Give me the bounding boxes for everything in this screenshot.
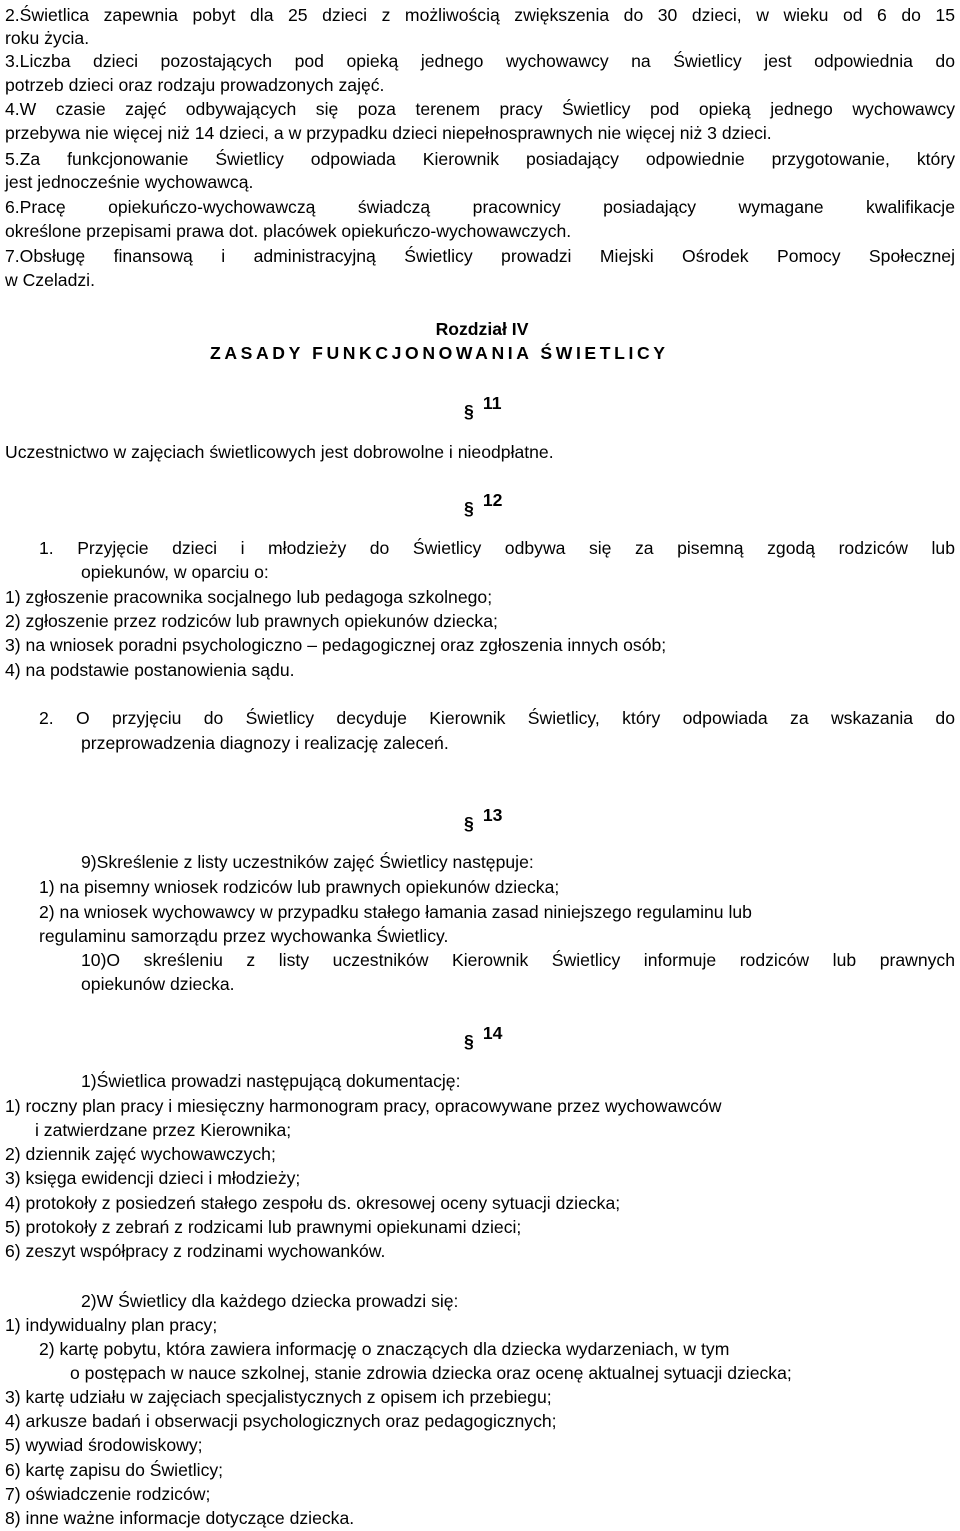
list-item: 7) oświadczenie rodziców; — [5, 1484, 211, 1504]
list-item: 1) indywidualny plan pracy; — [5, 1315, 218, 1335]
paragraph: przeprowadzenia diagnozy i realizację zaleceń. — [81, 733, 449, 753]
paragraph: 1)Świetlica prowadzi następującą dokumentację: — [81, 1071, 461, 1091]
list-item: 6) zeszyt współpracy z rodzinami wychowanków. — [5, 1241, 386, 1261]
section-number: 12 — [482, 490, 503, 510]
list-item: 3) księga ewidencji dzieci i młodzieży; — [5, 1168, 301, 1188]
intro-line: przebywa nie więcej niż 14 dzieci, a w przypadku dzieci niepełnosprawnych nie więcej niż 3 dzieci. — [5, 123, 772, 143]
paragraph: 2)W Świetlicy dla każdego dziecka prowadzi się: — [81, 1291, 459, 1311]
list-item: 1) na pisemny wniosek rodziców lub prawnych opiekunów dziecka; — [39, 877, 560, 897]
intro-line: 6.Pracę opiekuńczo-wychowawczą świadczą pracownicy posiadający wymagane kwalifikacje — [5, 197, 955, 217]
list-item: 1) zgłoszenie pracownika socjalnego lub pedagoga szkolnego; — [5, 587, 493, 607]
list-item: 4) na podstawie postanowienia sądu. — [5, 660, 295, 680]
list-item: 2) na wniosek wychowawcy w przypadku stałego łamania zasad niniejszego regulaminu lub — [39, 902, 752, 922]
paragraph: 10)O skreśleniu z listy uczestników Kierownik Świetlicy informuje rodziców lub prawnych — [81, 950, 955, 970]
section-heading — [464, 804, 503, 833]
list-item: 3) na wniosek poradni psychologiczno – pedagogicznej oraz zgłoszenia innych osób; — [5, 635, 667, 655]
list-item: 4) protokoły z posiedzeń stałego zespołu ds. okresowej oceny sytuacji dziecka; — [5, 1193, 621, 1213]
intro-line: określone przepisami prawa dot. placówek opiekuńczo-wychowawczych. — [5, 221, 572, 241]
list-item: 8) inne ważne informacje dotyczące dziecka. — [5, 1508, 355, 1528]
list-item: 2) kartę pobytu, która zawiera informację o znaczących dla dziecka wydarzeniach, w tym — [39, 1339, 730, 1359]
section-number: 11 — [482, 393, 502, 413]
intro-line: 5.Za funkcjonowanie Świetlicy odpowiada Kierownik posiadający odpowiednie przygotowanie, który — [5, 149, 955, 169]
list-item: 3) kartę udziału w zajęciach specjalistycznych z opisem ich przebiegu; — [5, 1387, 552, 1407]
list-item: regulaminu samorządu przez wychowanka Świetlicy. — [39, 926, 449, 946]
section-sign: § — [464, 813, 474, 833]
paragraph: 2. O przyjęciu do Świetlicy decyduje Kierownik Świetlicy, który odpowiada za wskazania do — [39, 708, 955, 728]
section-number: 13 — [482, 805, 503, 825]
intro-line: 2.Świetlica zapewnia pobyt dla 25 dzieci z możliwością zwiększenia do 30 dzieci, w wieku od 6 do 15 — [5, 5, 955, 25]
intro-line: 7.Obsługę finansową i administracyjną Świetlicy prowadzi Miejski Ośrodek Pomocy Społecznej — [5, 246, 955, 266]
list-item: 1) roczny plan pracy i miesięczny harmonogram pracy, opracowywane przez wychowawców — [5, 1096, 722, 1116]
section-sign: § — [464, 401, 474, 421]
list-item: i zatwierdzane przez Kierownika; — [35, 1120, 292, 1140]
intro-line: jest jednocześnie wychowawcą. — [5, 172, 254, 192]
intro-line: potrzeb dzieci oraz rodzaju prowadzonych zajęć. — [5, 75, 385, 95]
intro-line: 3.Liczba dzieci pozostających pod opieką jednego wychowawcy na Świetlicy jest odpowiednia do — [5, 51, 955, 71]
list-item: 2) dziennik zajęć wychowawczych; — [5, 1144, 276, 1164]
paragraph: opiekunów, w oparciu o: — [81, 562, 269, 582]
list-item: 6) kartę zapisu do Świetlicy; — [5, 1460, 224, 1480]
list-item: o postępach w nauce szkolnej, stanie zdrowia dziecka oraz ocenę aktualnej sytuacji dziecka; — [70, 1363, 792, 1383]
section-heading — [464, 1022, 503, 1051]
list-item: 4) arkusze badań i obserwacji psychologicznych oraz pedagogicznych; — [5, 1411, 557, 1431]
chapter-subtitle: ZASADY FUNKCJONOWANIA ŚWIETLICY — [210, 343, 669, 363]
chapter-title: Rozdział IV — [435, 319, 529, 339]
paragraph: 1. Przyjęcie dzieci i młodzieży do Świetlicy odbywa się za pisemną zgodą rodziców lub — [39, 538, 955, 558]
intro-line: w Czeladzi. — [5, 270, 95, 290]
intro-line: 4.W czasie zajęć odbywających się poza terenem pracy Świetlicy pod opieką jednego wychowawcy — [5, 99, 955, 119]
paragraph: opiekunów dziecka. — [81, 974, 235, 994]
paragraph: Uczestnictwo w zajęciach świetlicowych jest dobrowolne i nieodpłatne. — [5, 442, 554, 462]
section-heading — [464, 392, 502, 421]
list-item: 2) zgłoszenie przez rodziców lub prawnych opiekunów dziecka; — [5, 611, 498, 631]
list-item: 5) protokoły z zebrań z rodzicami lub prawnymi opiekunami dzieci; — [5, 1217, 522, 1237]
intro-line: roku życia. — [5, 28, 90, 48]
section-heading — [464, 489, 503, 518]
section-sign: § — [464, 1031, 474, 1051]
paragraph: 9)Skreślenie z listy uczestników zajęć Świetlicy następuje: — [81, 852, 534, 872]
section-number: 14 — [482, 1023, 503, 1043]
list-item: 5) wywiad środowiskowy; — [5, 1435, 203, 1455]
section-sign: § — [464, 498, 474, 518]
